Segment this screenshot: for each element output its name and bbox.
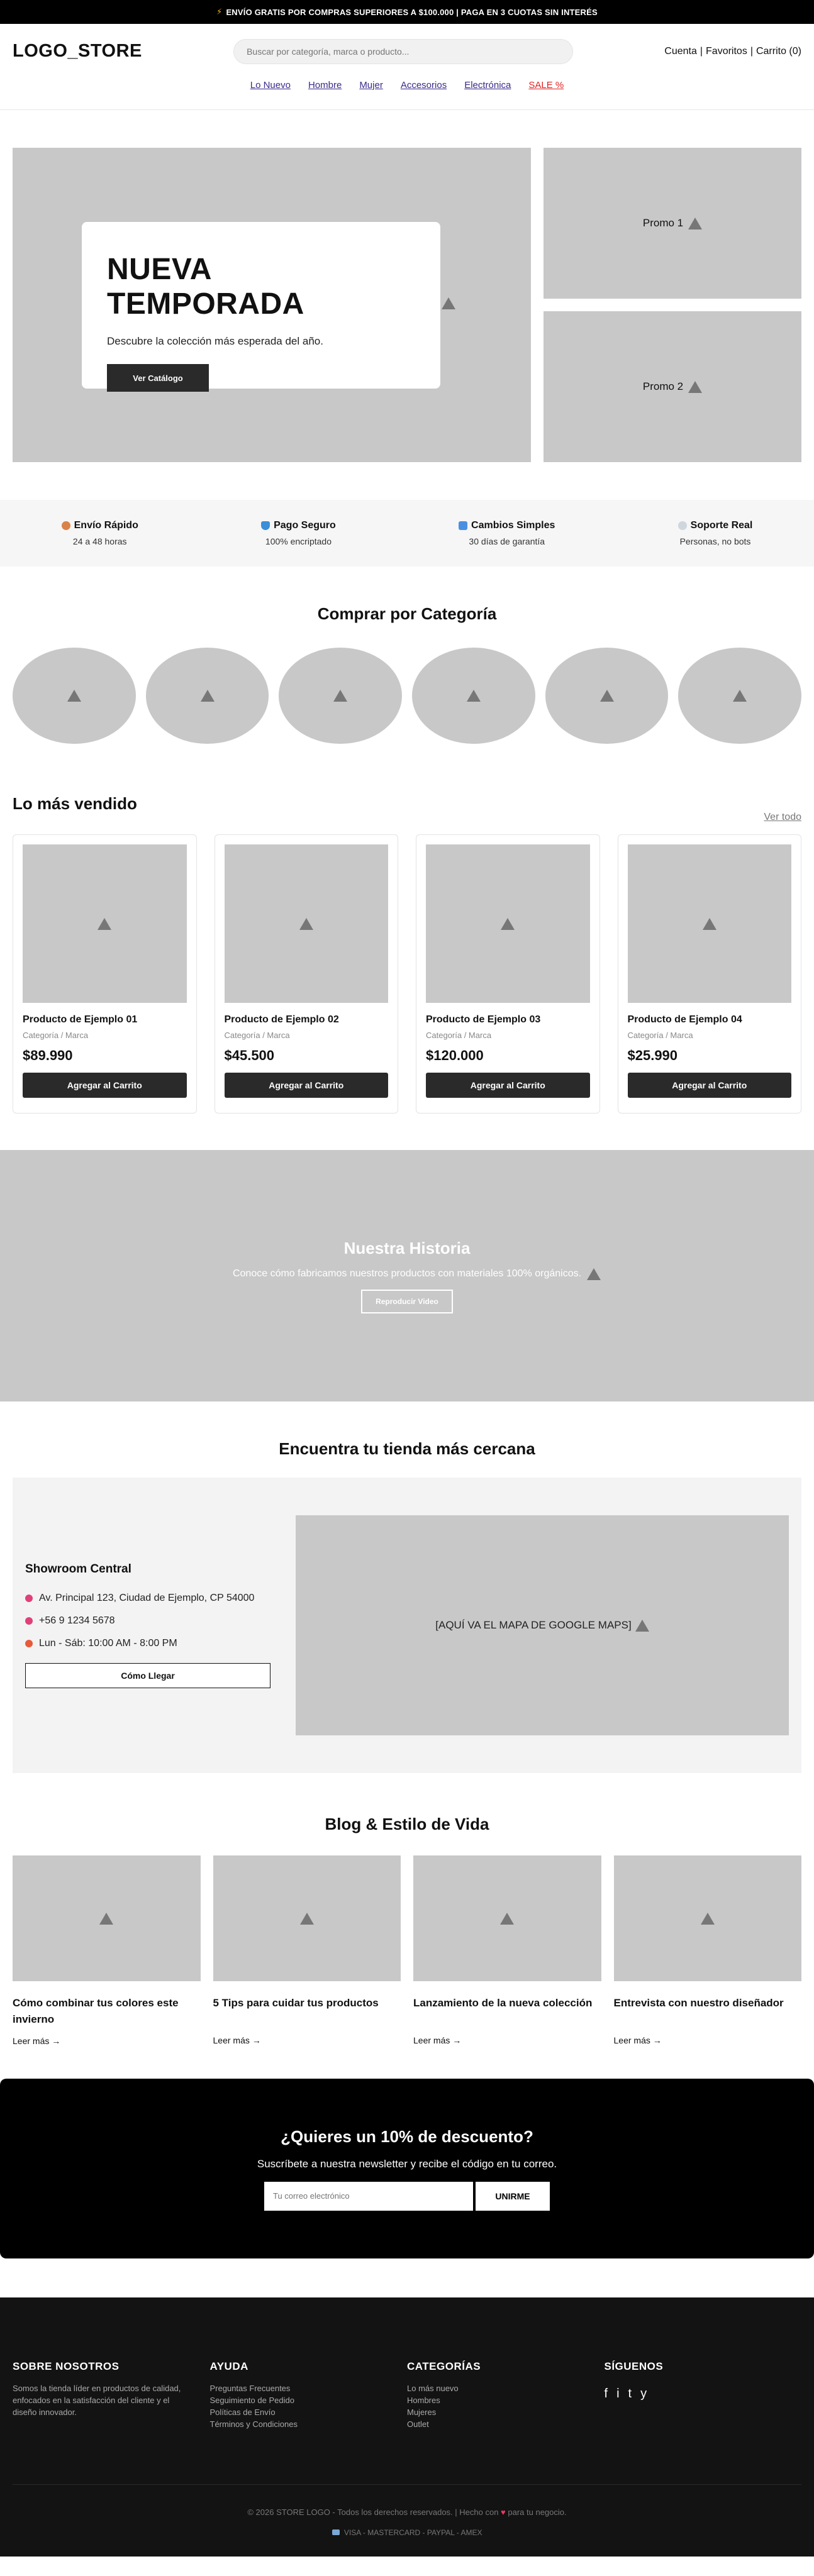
bestsellers-section xyxy=(0,794,814,1114)
category-item[interactable] xyxy=(13,648,136,744)
copyright xyxy=(13,2507,801,2517)
hero-card xyxy=(82,222,440,389)
separator: | xyxy=(700,45,703,57)
image-placeholder-icon xyxy=(99,1913,113,1925)
add-to-cart-button[interactable]: Agregar al Carrito xyxy=(23,1073,187,1098)
phone-text[interactable]: +56 9 1234 5678 xyxy=(39,1615,115,1626)
categories-section xyxy=(0,604,814,744)
instagram-icon[interactable]: i xyxy=(616,2387,620,2401)
nav-mujer[interactable]: Mujer xyxy=(359,80,383,91)
section-title: Comprar por Categoría xyxy=(317,604,497,623)
product-name[interactable]: Producto de Ejemplo 02 xyxy=(224,1014,339,1025)
shield-icon xyxy=(261,521,270,530)
hours-text: Lun - Sáb: 10:00 AM - 8:00 PM xyxy=(39,1638,177,1649)
footer-heading: SOBRE NOSOTROS xyxy=(13,2360,120,2372)
footer-about xyxy=(13,2360,210,2430)
hero-banner[interactable] xyxy=(13,148,531,462)
blog-section xyxy=(0,1815,814,2047)
hero-subtitle: Descubre la colección más esperada del año. xyxy=(107,335,323,347)
promo-label: Promo 2 xyxy=(642,380,684,392)
image-placeholder-icon xyxy=(201,690,215,702)
footer-heading: SÍGUENOS xyxy=(604,2360,664,2372)
feature-subtitle: Personas, no bots xyxy=(679,536,751,546)
product-card[interactable] xyxy=(13,834,197,1114)
read-more-link[interactable]: Leer más → xyxy=(613,2035,662,2045)
feature-subtitle: 30 días de garantía xyxy=(469,536,545,546)
copyright-text-end: para tu negocio. xyxy=(508,2507,567,2518)
footer-categories xyxy=(407,2360,605,2430)
product-card[interactable] xyxy=(215,834,399,1114)
cart-link[interactable]: Carrito (0) xyxy=(755,45,801,57)
post-title[interactable]: 5 Tips para cuidar tus productos xyxy=(213,1997,379,2009)
store-address xyxy=(25,1593,270,1604)
add-to-cart-button[interactable]: Agregar al Carrito xyxy=(426,1073,590,1098)
exchange-icon xyxy=(459,521,467,530)
add-to-cart-button[interactable]: Agregar al Carrito xyxy=(225,1073,389,1098)
post-image[interactable] xyxy=(614,1855,802,1981)
account-link[interactable]: Cuenta xyxy=(664,45,697,57)
hero-promos xyxy=(544,148,801,462)
feature-subtitle: 24 a 48 horas xyxy=(72,536,127,546)
location-pin-icon xyxy=(25,1595,33,1602)
card-icon xyxy=(332,2529,340,2535)
image-placeholder-icon xyxy=(67,690,81,702)
footer-social xyxy=(605,2360,802,2430)
product-price: $120.000 xyxy=(426,1048,484,1063)
email-field[interactable] xyxy=(264,2182,473,2211)
section-title: Blog & Estilo de Vida xyxy=(325,1815,489,1833)
footer-link[interactable]: Hombres xyxy=(407,2395,440,2405)
footer-columns xyxy=(13,2360,801,2430)
product-card[interactable] xyxy=(618,834,802,1114)
store-logo[interactable]: LOGO_STORE xyxy=(13,41,142,61)
image-placeholder-icon xyxy=(600,690,614,702)
nav-sale[interactable]: SALE % xyxy=(528,80,564,91)
user-links xyxy=(664,46,801,57)
category-item[interactable] xyxy=(678,648,801,744)
section-header xyxy=(13,794,801,823)
footer-help xyxy=(210,2360,408,2430)
blog-post xyxy=(413,1855,601,2047)
store-box xyxy=(13,1478,801,1773)
image-placeholder-icon xyxy=(703,918,716,930)
product-grid xyxy=(13,834,801,1114)
image-placeholder-icon xyxy=(467,690,481,702)
view-catalog-button[interactable]: Ver Catálogo xyxy=(107,364,209,392)
map-label: [AQUÍ VA EL MAPA DE GOOGLE MAPS] xyxy=(435,1619,632,1631)
main-nav xyxy=(0,79,814,110)
image-placeholder-icon xyxy=(733,690,747,702)
post-title[interactable]: Lanzamiento de la nueva colección xyxy=(413,1997,593,2009)
site-header xyxy=(0,24,814,79)
image-placeholder-icon xyxy=(442,297,455,309)
post-image[interactable] xyxy=(13,1855,201,1981)
clock-icon xyxy=(25,1640,33,1647)
section-title: Lo más vendido xyxy=(13,794,137,813)
post-title[interactable]: Entrevista con nuestro diseñador xyxy=(613,1997,784,2009)
section-title: Encuentra tu tienda más cercana xyxy=(279,1439,535,1458)
image-placeholder-icon xyxy=(635,1620,649,1632)
image-placeholder-icon xyxy=(333,690,347,702)
map-placeholder[interactable] xyxy=(296,1515,789,1735)
category-list xyxy=(0,648,814,744)
social-links xyxy=(605,2387,783,2401)
announcement-text: ENVÍO GRATIS POR COMPRAS SUPERIORES A $100.000 | PAGA EN 3 CUOTAS SIN INTERÉS xyxy=(226,7,598,17)
store-locator-section xyxy=(0,1439,814,1773)
phone-icon xyxy=(25,1617,33,1625)
post-image[interactable] xyxy=(213,1855,401,1981)
feature-support xyxy=(678,520,753,546)
story-title: Nuestra Historia xyxy=(343,1238,471,1258)
footer-link[interactable]: Seguimiento de Pedido xyxy=(209,2395,294,2405)
footer-link[interactable]: Términos y Condiciones xyxy=(209,2419,298,2429)
store-phone xyxy=(25,1615,270,1627)
footer-link[interactable]: Mujeres xyxy=(407,2407,437,2417)
category-item[interactable] xyxy=(412,648,535,744)
blog-post xyxy=(13,1855,201,2047)
feature-shipping xyxy=(62,520,138,546)
address-text: Av. Principal 123, Ciudad de Ejemplo, CP 54000 xyxy=(39,1593,255,1603)
newsletter-title: ¿Quieres un 10% de descuento? xyxy=(281,2126,533,2146)
read-more-link[interactable]: Leer más → xyxy=(213,2035,261,2045)
image-placeholder-icon xyxy=(688,381,702,393)
image-placeholder-icon xyxy=(299,918,313,930)
copyright-text: © 2026 STORE LOGO - Todos los derechos reservados. | Hecho con xyxy=(247,2507,499,2518)
payment-text: VISA - MASTERCARD - PAYPAL - AMEX xyxy=(343,2528,482,2538)
image-placeholder-icon xyxy=(501,918,515,930)
newsletter-form xyxy=(264,2182,550,2211)
promo-banner-2[interactable] xyxy=(544,311,801,462)
footer-link[interactable]: Outlet xyxy=(407,2419,429,2429)
separator: | xyxy=(750,45,753,57)
payment-methods xyxy=(13,2528,801,2537)
facebook-icon[interactable]: f xyxy=(604,2387,608,2401)
site-footer xyxy=(0,2297,814,2557)
footer-heading: AYUDA xyxy=(209,2360,248,2372)
store-name: Showroom Central xyxy=(25,1562,131,1576)
blog-post xyxy=(213,1855,401,2047)
nav-electronica[interactable]: Electrónica xyxy=(464,80,511,91)
read-more-link[interactable]: Leer más → xyxy=(413,2035,462,2045)
hero-section xyxy=(0,148,814,462)
store-info xyxy=(25,1562,270,1688)
product-price: $25.990 xyxy=(627,1048,678,1063)
footer-link[interactable]: Lo más nuevo xyxy=(407,2384,459,2393)
feature-title: Soporte Real xyxy=(690,520,753,531)
nav-hombre[interactable]: Hombre xyxy=(308,80,342,91)
image-placeholder-icon xyxy=(688,218,702,229)
footer-about-text: Somos la tienda líder en productos de calidad, enfocados en la satisfacción del cliente y el diseño innovador. xyxy=(13,2384,181,2417)
post-title[interactable]: Cómo combinar tus colores este invierno xyxy=(13,1997,179,2025)
footer-link[interactable]: Preguntas Frecuentes xyxy=(209,2384,291,2393)
feature-subtitle: 100% encriptado xyxy=(265,536,332,546)
footer-heading: CATEGORÍAS xyxy=(407,2360,481,2372)
view-all-link[interactable]: Ver todo xyxy=(764,812,801,822)
product-price: $89.990 xyxy=(23,1048,73,1063)
category-item[interactable] xyxy=(146,648,269,744)
search-input[interactable] xyxy=(233,39,573,64)
chat-icon xyxy=(678,521,687,530)
store-hours xyxy=(25,1638,270,1649)
nav-lo-nuevo[interactable]: Lo Nuevo xyxy=(250,80,291,91)
promo-label: Promo 1 xyxy=(642,217,684,229)
feature-title: Envío Rápido xyxy=(74,520,138,531)
twitter-icon[interactable]: t xyxy=(628,2387,632,2401)
product-name[interactable]: Producto de Ejemplo 01 xyxy=(23,1014,138,1025)
newsletter-section xyxy=(0,2079,814,2258)
footer-link[interactable]: Políticas de Envío xyxy=(209,2407,276,2417)
youtube-icon[interactable]: y xyxy=(640,2387,647,2401)
feature-title: Pago Seguro xyxy=(274,520,336,531)
product-card[interactable] xyxy=(416,834,600,1114)
feature-payment xyxy=(261,520,336,546)
product-price: $45.500 xyxy=(224,1048,275,1063)
story-banner xyxy=(0,1150,814,1401)
directions-button[interactable]: Cómo Llegar xyxy=(25,1663,270,1688)
footer-bottom xyxy=(13,2484,801,2537)
category-item[interactable] xyxy=(279,648,402,744)
feature-returns xyxy=(459,520,555,546)
newsletter-text: Suscríbete a nuestra newsletter y recibe el código en tu correo. xyxy=(257,2157,557,2170)
category-item[interactable] xyxy=(545,648,669,744)
product-name[interactable]: Producto de Ejemplo 04 xyxy=(627,1014,742,1025)
favorites-link[interactable]: Favoritos xyxy=(706,45,747,57)
heart-icon: ♥ xyxy=(501,2507,506,2518)
features-bar xyxy=(0,500,814,567)
lightning-icon: ⚡ xyxy=(216,7,223,16)
package-icon xyxy=(62,521,70,530)
image-placeholder-icon xyxy=(500,1913,514,1925)
image-placeholder-icon xyxy=(587,1268,601,1280)
product-image[interactable] xyxy=(225,844,389,1003)
subscribe-button[interactable]: UNIRME xyxy=(476,2182,550,2211)
blog-post xyxy=(614,1855,802,2047)
announcement-bar xyxy=(0,0,814,24)
image-placeholder-icon xyxy=(300,1913,314,1925)
nav-accesorios[interactable]: Accesorios xyxy=(400,80,447,91)
add-to-cart-button[interactable]: Agregar al Carrito xyxy=(628,1073,792,1098)
feature-title: Cambios Simples xyxy=(471,520,555,531)
product-category: Categoría / Marca xyxy=(224,1031,290,1040)
product-name[interactable]: Producto de Ejemplo 03 xyxy=(426,1014,541,1025)
product-category: Categoría / Marca xyxy=(627,1031,693,1040)
product-image[interactable] xyxy=(426,844,590,1003)
story-text: Conoce cómo fabricamos nuestros productos con materiales 100% orgánicos. xyxy=(232,1268,582,1279)
hero-title: NUEVA TEMPORADA xyxy=(107,253,304,321)
promo-banner-1[interactable] xyxy=(544,148,801,299)
product-category: Categoría / Marca xyxy=(23,1031,89,1040)
product-image[interactable] xyxy=(23,844,187,1003)
read-more-link[interactable]: Leer más → xyxy=(13,2036,61,2046)
image-placeholder-icon xyxy=(701,1913,715,1925)
play-video-button[interactable]: Reproducir Video xyxy=(361,1290,453,1313)
post-image[interactable] xyxy=(413,1855,601,1981)
product-category: Categoría / Marca xyxy=(426,1031,492,1040)
image-placeholder-icon xyxy=(98,918,111,930)
product-image[interactable] xyxy=(628,844,792,1003)
blog-post-list xyxy=(0,1855,814,2047)
